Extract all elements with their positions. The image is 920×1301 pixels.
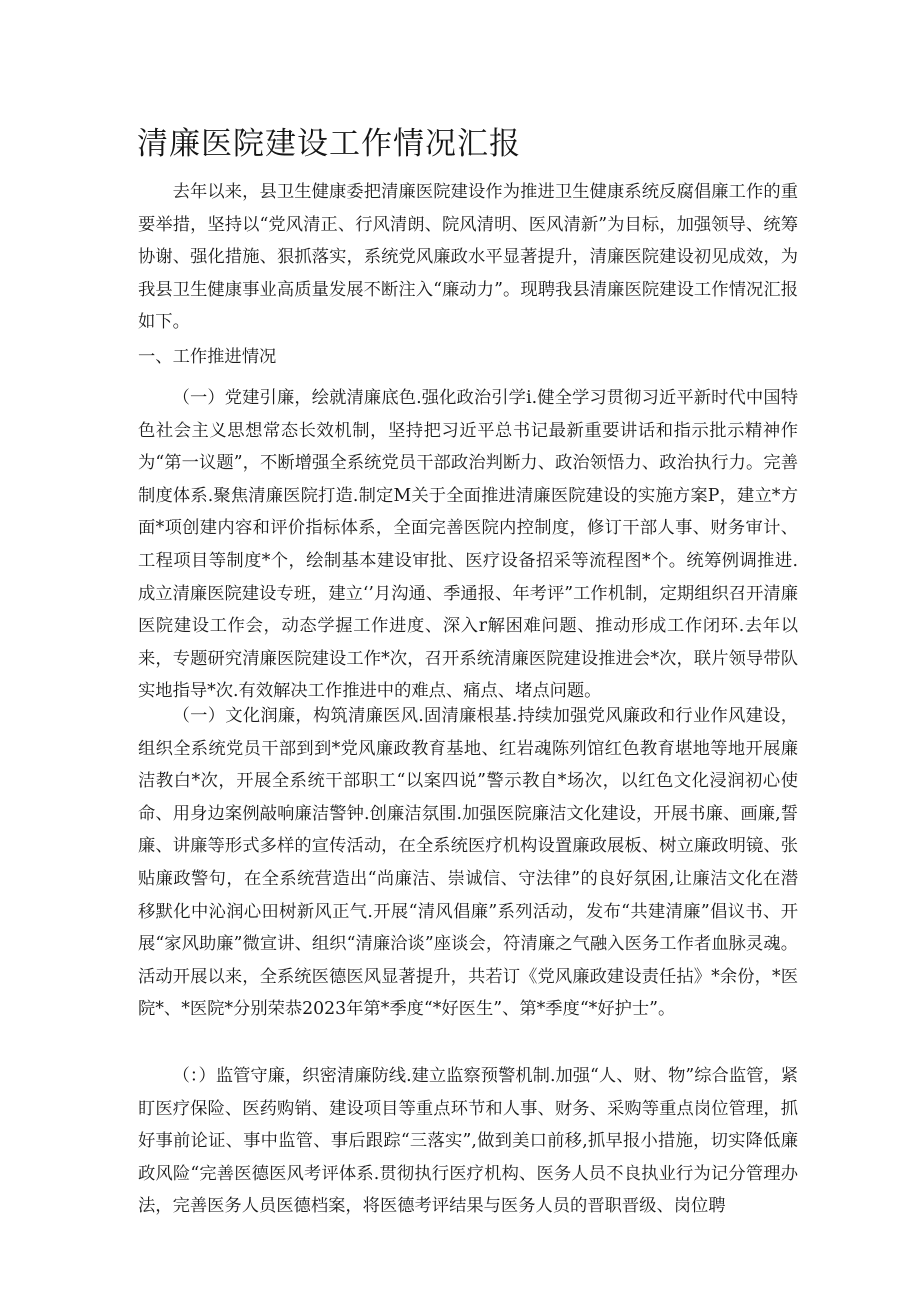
- document-title: 清廉医院建设工作情况汇报: [137, 126, 521, 162]
- section-heading: 一、工作推进情况: [138, 347, 277, 367]
- item1-paragraph: （一）党建引廉，绘就清廉底色.强化政治引学i.健全学习贯彻习近平新时代中国特色社会主义思想常态长效机制，坚持把习近平总书记最新重要讲话和指示批示精神作为“第一议题”，不断增强全系统党员干部政治判断力、政治领悟力、政治执行力。完善制度体系.聚焦清廉医院打造.制定M关于全面推进清廉医院建设的实施方案P，建立*方面*项创建内容和评价指标体系，全面完善医院内控制度，修订干部人事、财务审计、工程项目等制度*个，绘制基本建设审批、医疗设备招采等流程图*个。统筹例调推进.成立清廉医院建设专班，建立‘’月沟通、季通报、年考评”工作机制，定期组织召开清廉医院建设工作会，动态学握工作进度、深入r解困难问题、推动形成工作闭环.去年以来，专题研究清廉医院建设工作*次，召开系统清廉医院建设推进会*次，联片领导带队实地指导*次.有效解决工作推进中的难点、痛点、堵点问题。: [138, 388, 798, 702]
- item3-paragraph: （：）监管守廉，织密清廉防线.建立监察预警机制.加强“人、财、物”综合监管，紧盯医疗保险、医药购销、建设项目等重点环节和人事、财务、采购等重点岗位管理，抓好事前论证、事中监管、事后跟踪“三落实”,做到美口前移,抓早报小措施，切实降低廉政风险“完善医德医风考评体系.贯彻执行医疗机构、医务人员不良执业行为记分管理办法，完善医务人员医德档案，将医德考评结果与医务人员的晋职晋级、岗位聘: [138, 1066, 798, 1217]
- intro-paragraph: 去年以来，县卫生健康委把清廉医院建设作为推进卫生健康系统反腐倡廉工作的重要举措，坚持以“党风清正、行风清朗、院风清明、医风清新”为目标，加强领导、统筹协谢、强化措施、狠抓落实，系统党风廉政水平显著提升，清廉医院建设初见成效，为我县卫生健康事业高质量发展不断注入“廉动力”。现聘我县清廉医院建设工作情况汇报如下。: [138, 182, 798, 333]
- item2-paragraph: （一）文化润廉，构筑清廉医风.固清廉根基.持续加强党风廉政和行业作风建设，组织全系统党员干部到到*党风廉政教育基地、红岩魂陈列馆红色教育堪地等地开展廉洁教白*次，开展全系统干部职工“以案四说”警示教自*场次，以红色文化浸润初心使命、用身边案例敲响廉洁警钟.创廉洁氛围.加强医院廉洁文化建设，开展书廉、画廉,誓廉、讲廉等形式多样的宣传活动，在全系统医疗机构设置廉政展板、树立廉政明镜、张贴廉政警句，在全系统营造出“尚廉洁、崇诚信、守法律”的良好氛困,让廉洁文化在潜移默化中沁润心田树新风正气.开展“清风倡廉”系列活动，发布“共建清廉”倡议书、开展“家风助廉”微宣讲、组织“清廉洽谈”座谈会，符清廉之气融入医务工作者血脉灵魂。活动开展以来，全系统医德医风显著提升，共若订《党风廉政建设责任拈》*余份，*医院*、*医院*分别荣恭2023年第*季度“*好医生”、第*季度“*好护士”。: [138, 706, 798, 1020]
